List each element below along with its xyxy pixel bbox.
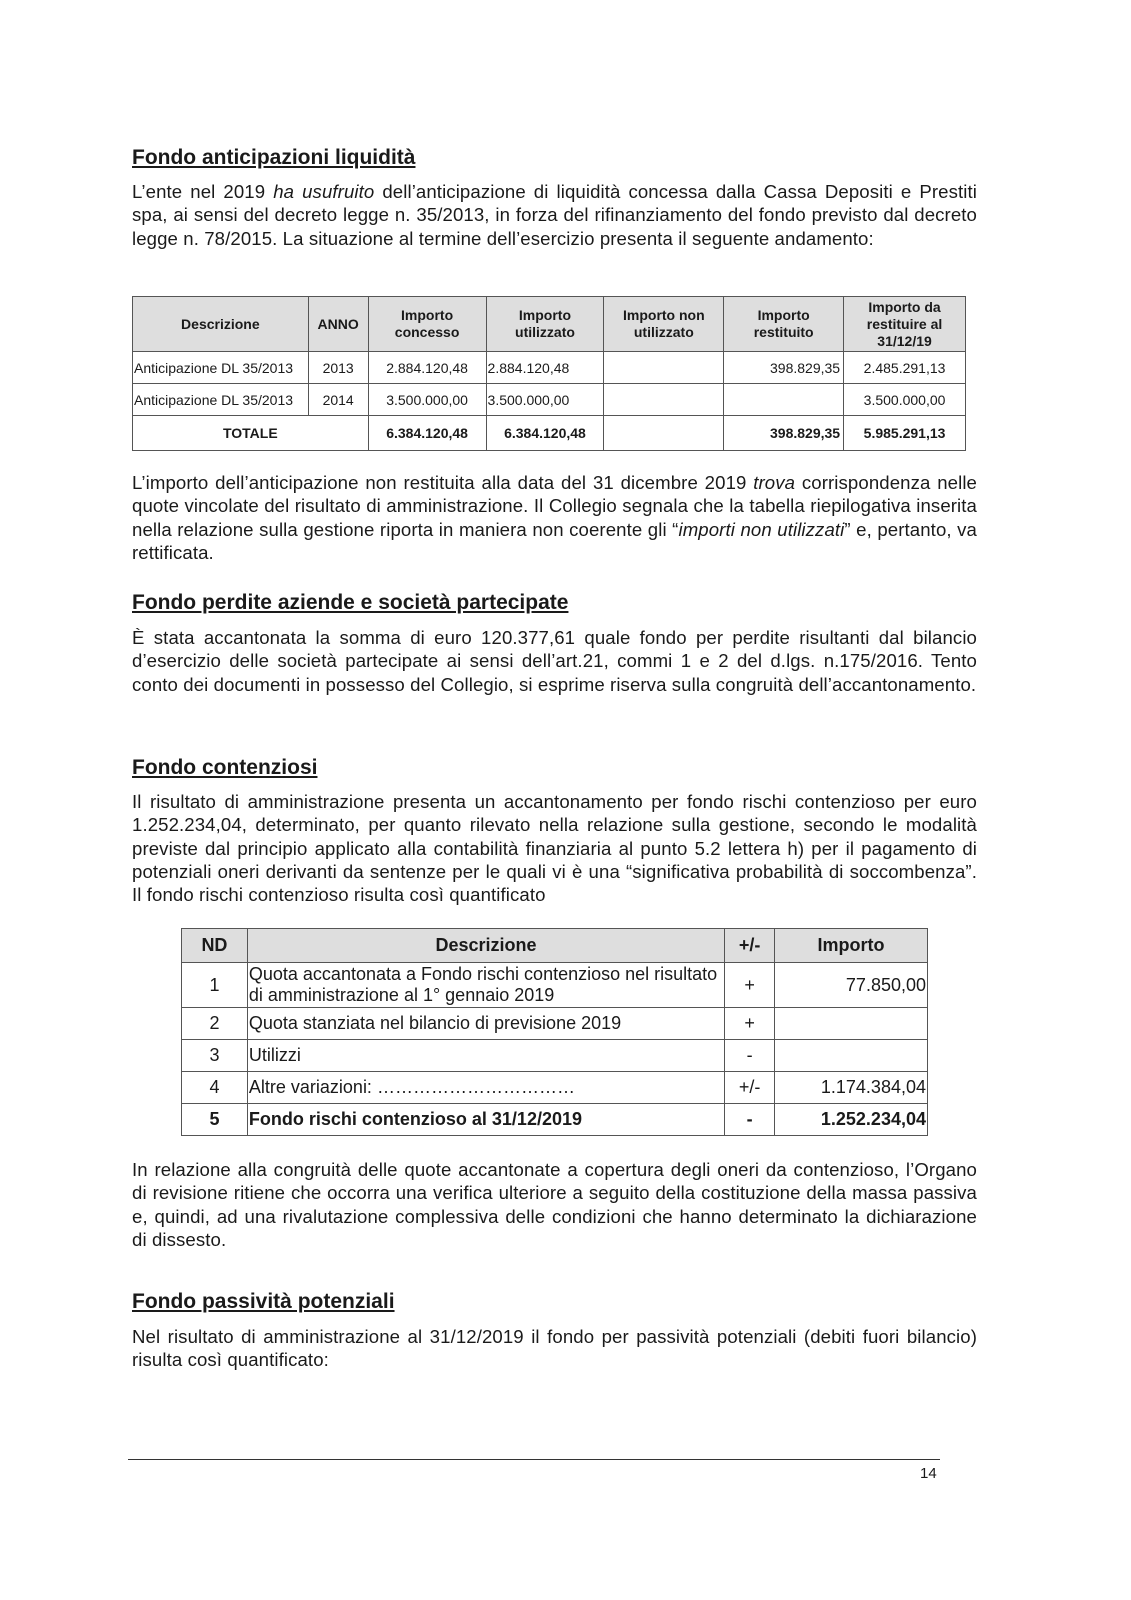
table-cell <box>604 384 724 416</box>
paragraph-anticipazioni-note: L’importo dell’anticipazione non restituita alla data del 31 dicembre 2019 trova corrispondenza nelle quote vincolate del risultato di amministrazione. Il Collegio segnala che la tabella riepilogativa inserita nella relazione sulla gestione riporta in maniera non coerente gli “importi non utilizzati” e, pertanto, va rettificata. <box>132 472 977 563</box>
section-title-anticipazioni: Fondo anticipazioni liquidità <box>132 146 416 169</box>
table-cell: +/- <box>725 1072 775 1104</box>
table-total-row <box>133 416 966 451</box>
paragraph-contenziosi-intro: Il risultato di amministrazione presenta un accantonamento per fondo rischi contenzioso per euro 1.252.234,04, determinato, per quanto rilevato nella relazione sulla gestione, secondo le modalità previste dal principio applicato alla contabilità finanziaria al punto 5.2 lettera h) per il pagamento di potenziali oneri derivanti da sentenze per le quali vi è una “significativa probabilità di soccombenza”. Il fondo rischi contenzioso risulta così quantificato <box>132 791 977 906</box>
column-header: Importo non utilizzato <box>604 297 724 352</box>
table-row <box>182 1072 928 1104</box>
table-cell: 5.985.291,13 <box>844 416 966 451</box>
table-cell <box>775 1008 928 1040</box>
column-header: Descrizione <box>133 297 309 352</box>
column-header: Descrizione <box>247 929 724 963</box>
table-cell: 2.485.291,13 <box>844 352 966 384</box>
column-header: Importo restituito <box>724 297 844 352</box>
table-cell: 6.384.120,48 <box>368 416 486 451</box>
table-anticipazioni <box>132 296 966 451</box>
section-title-perdite: Fondo perdite aziende e società partecipate <box>132 591 569 614</box>
table-cell: 398.829,35 <box>724 416 844 451</box>
table-cell: 3 <box>182 1040 248 1072</box>
section-title-contenziosi: Fondo contenziosi <box>132 756 318 779</box>
paragraph-passivita: Nel risultato di amministrazione al 31/12/2019 il fondo per passività potenziali (debiti fuori bilancio) risulta così quantificato: <box>132 1326 977 1371</box>
table-cell: Quota accantonata a Fondo rischi contenzioso nel risultato di amministrazione al 1° gennaio 2019 <box>247 963 724 1008</box>
table-cell: 3.500.000,00 <box>368 384 486 416</box>
table-cell <box>604 352 724 384</box>
table-cell: Fondo rischi contenzioso al 31/12/2019 <box>247 1104 724 1136</box>
table-cell: Quota stanziata nel bilancio di previsione 2019 <box>247 1008 724 1040</box>
column-header: ND <box>182 929 248 963</box>
footer-divider <box>128 1459 940 1460</box>
table-cell: 4 <box>182 1072 248 1104</box>
table-cell <box>724 384 844 416</box>
table-cell: - <box>725 1104 775 1136</box>
table-cell: + <box>725 1008 775 1040</box>
table-cell: 3.500.000,00 <box>844 384 966 416</box>
paragraph-anticipazioni-intro: L’ente nel 2019 ha usufruito dell’anticipazione di liquidità concessa dalla Cassa Depositi e Prestiti spa, ai sensi del decreto legge n. 35/2013, in forza del rifinanziamento del fondo previsto dal decreto legge n. 78/2015. La situazione al termine dell’esercizio presenta il seguente andamento: <box>132 181 977 249</box>
table-cell: 3.500.000,00 <box>486 384 604 416</box>
table-header-row <box>182 929 928 963</box>
table-row <box>133 352 966 384</box>
paragraph-contenziosi-note: In relazione alla congruità delle quote accantonate a copertura degli oneri da contenzioso, l’Organo di revisione ritiene che occorra una verifica ulteriore a seguito della costituzione della massa passiva e, quindi, ad una rivalutazione complessiva delle condizioni che hanno determinato la dichiarazione di dissesto. <box>132 1159 977 1250</box>
column-header: Importo da restituire al 31/12/19 <box>844 297 966 352</box>
column-header: ANNO <box>308 297 368 352</box>
table-cell: 2013 <box>308 352 368 384</box>
column-header: Importo utilizzato <box>486 297 604 352</box>
table-cell: 2.884.120,48 <box>368 352 486 384</box>
table-row <box>182 963 928 1008</box>
table-cell: 1 <box>182 963 248 1008</box>
column-header: Importo concesso <box>368 297 486 352</box>
page-number: 14 <box>920 1465 937 1482</box>
table-cell: 2.884.120,48 <box>486 352 604 384</box>
column-header: Importo <box>775 929 928 963</box>
table-cell: 1.252.234,04 <box>775 1104 928 1136</box>
table-cell: Utilizzi <box>247 1040 724 1072</box>
table-row <box>133 384 966 416</box>
table-cell: Anticipazione DL 35/2013 <box>133 384 309 416</box>
column-header: +/- <box>725 929 775 963</box>
table-cell: - <box>725 1040 775 1072</box>
table-cell: Altre variazioni: …………………………… <box>247 1072 724 1104</box>
table-cell: 77.850,00 <box>775 963 928 1008</box>
table-cell <box>604 416 724 451</box>
table-row <box>182 1008 928 1040</box>
total-label: TOTALE <box>133 416 369 451</box>
table-cell: + <box>725 963 775 1008</box>
section-title-passivita: Fondo passività potenziali <box>132 1290 395 1313</box>
table-cell: 1.174.384,04 <box>775 1072 928 1104</box>
table-cell: 398.829,35 <box>724 352 844 384</box>
table-cell: 5 <box>182 1104 248 1136</box>
table-header-row <box>133 297 966 352</box>
table-total-row <box>182 1104 928 1136</box>
table-cell: 6.384.120,48 <box>486 416 604 451</box>
table-cell <box>775 1040 928 1072</box>
table-row <box>182 1040 928 1072</box>
table-cell: Anticipazione DL 35/2013 <box>133 352 309 384</box>
table-contenzioso <box>181 928 928 1136</box>
table-cell: 2014 <box>308 384 368 416</box>
table-cell: 2 <box>182 1008 248 1040</box>
paragraph-perdite: È stata accantonata la somma di euro 120.377,61 quale fondo per perdite risultanti dal bilancio d’esercizio delle società partecipate ai sensi dell’art.21, commi 1 e 2 del d.lgs. n.175/2016. Tento conto dei documenti in possesso del Collegio, si esprime riserva sulla congruità dell’accantonamento. <box>132 627 977 695</box>
